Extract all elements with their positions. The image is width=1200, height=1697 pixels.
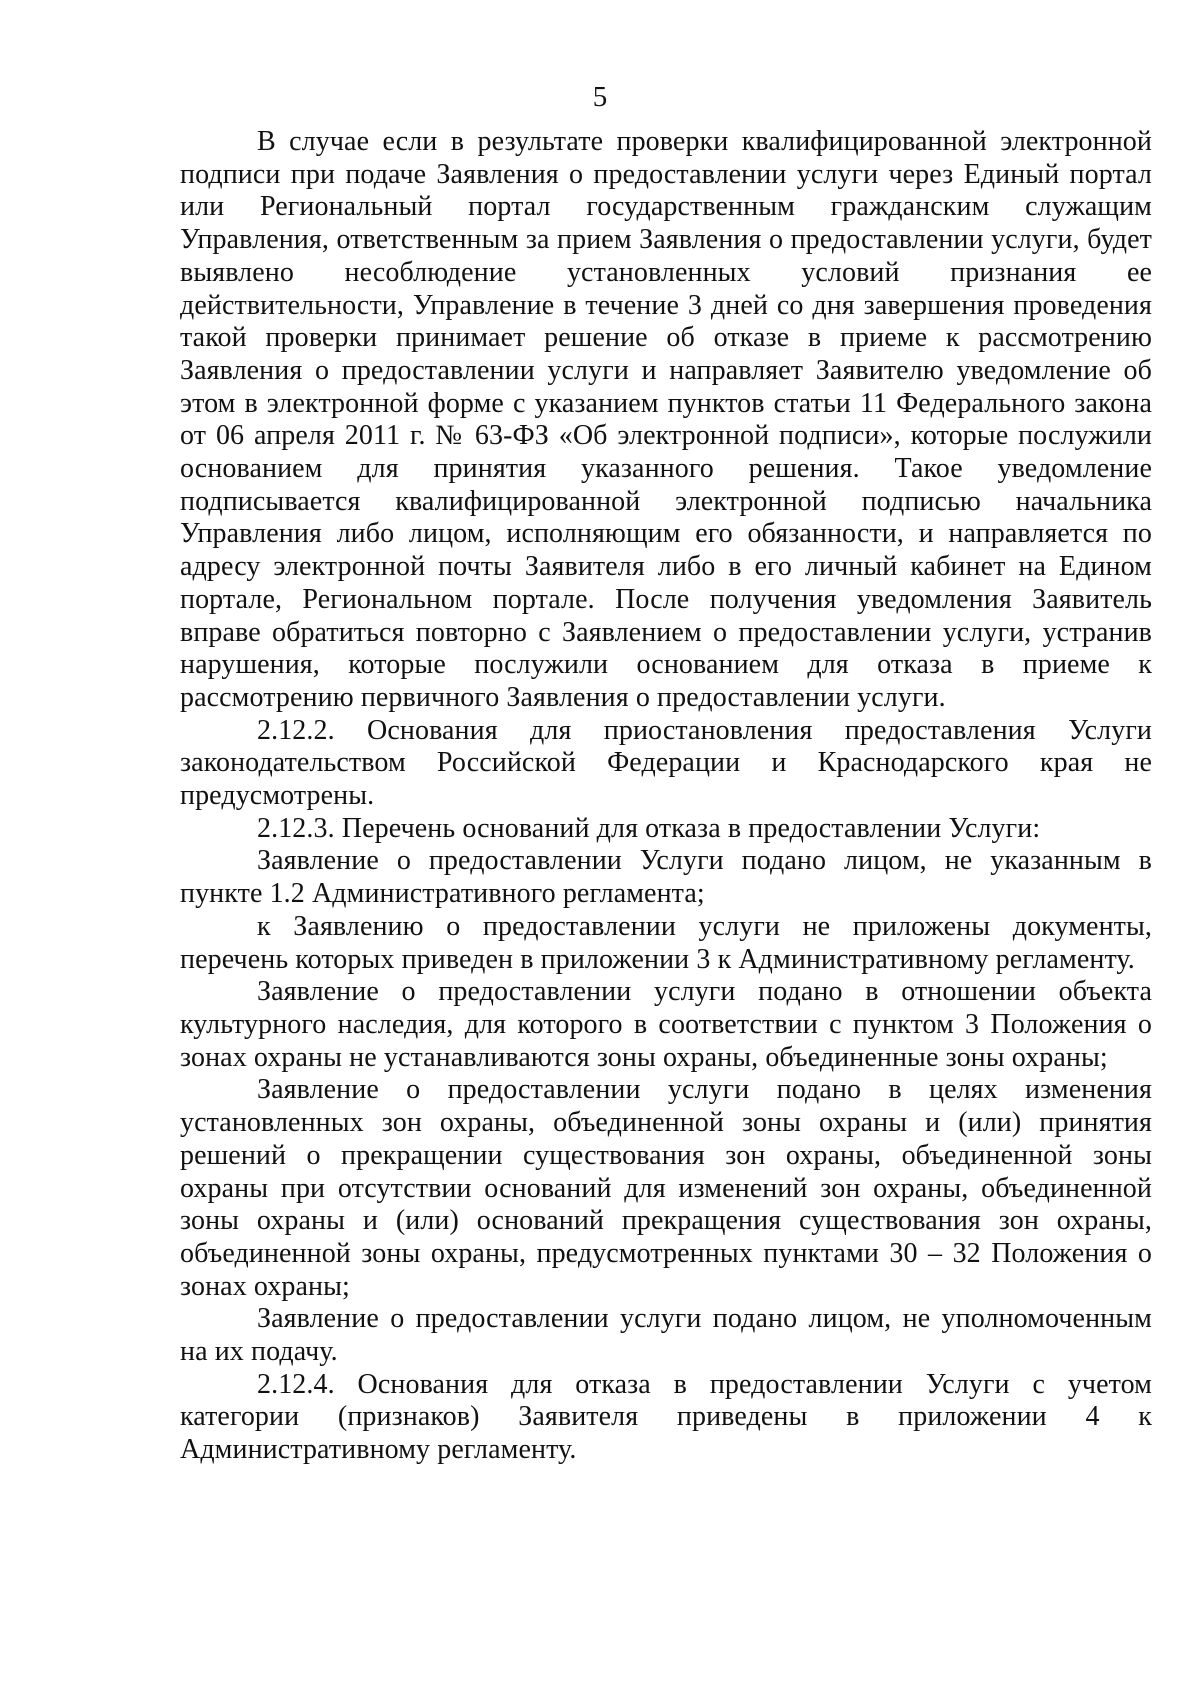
paragraph-2-12-2: 2.12.2. Основания для приостановления предоставления Услуги законодательством Российской Федерации и Краснодарского края не предусмотрены. [180,714,1152,812]
page-number: 5 [592,81,608,113]
paragraph-signature-check: В случае если в результате проверки квалифицированной электронной подписи при подаче Заявления о предоставлении услуги через Единый портал или Региональный портал государственным гражданским служащим Управления, ответственным за прием Заявления о предоставлении услуги, будет выявлено несоблюдение установленных условий признания ее действительности, Управление в течение 3 дней со дня завершения проведения такой проверки принимает решение об отказе в приеме к рассмотрению Заявления о предоставлении услуги и направляет Заявителю уведомление об этом в электронной форме с указанием пунктов статьи 11 Федерального закона от 06 апреля 2011 г. № 63-ФЗ «Об электронной подписи», которые послужили основанием для принятия указанного решения. Такое уведомление подписывается квалифицированной электронной подписью начальника Управления либо лицом, исполняющим его обязанности, и направляется по адресу электронной почты Заявителя либо в его личный кабинет на Едином портале, Региональном портале. После получения уведомления Заявитель вправе обратиться повторно с Заявлением о предоставлении услуги, устранив нарушения, которые послужили основанием для отказа в приеме к рассмотрению первичного Заявления о предоставлении услуги. [180,126,1152,713]
document-body [180,126,1152,1467]
paragraph-refusal-ground-4: Заявление о предоставлении услуги подано в целях изменения установленных зон охраны, объединенной зоны охраны и (или) принятия решений о прекращении существования зон охраны, объединенной зоны охраны при отсутствии оснований для изменений зон охраны, объединенной зоны охраны и (или) оснований прекращения существования зон охраны, объединенной зоны охраны, предусмотренных пунктами 30 – 32 Положения о зонах охраны; [180,1074,1152,1302]
paragraph-refusal-ground-5: Заявление о предоставлении услуги подано лицом, не уполномоченным на их подачу. [180,1303,1152,1368]
paragraph-refusal-ground-2: к Заявлению о предоставлении услуги не приложены документы, перечень которых приведен в приложении 3 к Административному регламенту. [180,910,1152,975]
paragraph-2-12-4: 2.12.4. Основания для отказа в предоставлении Услуги с учетом категории (признаков) Заявителя приведены в приложении 4 к Административному регламенту. [180,1368,1152,1466]
paragraph-refusal-ground-1: Заявление о предоставлении Услуги подано лицом, не указанным в пункте 1.2 Административного регламента; [180,845,1152,910]
paragraph-refusal-ground-3: Заявление о предоставлении услуги подано в отношении объекта культурного наследия, для которого в соответствии с пунктом 3 Положения о зонах охраны не устанавливаются зоны охраны, объединенные зоны охраны; [180,976,1152,1073]
paragraph-2-12-3: 2.12.3. Перечень оснований для отказа в предоставлении Услуги: [257,812,1041,844]
